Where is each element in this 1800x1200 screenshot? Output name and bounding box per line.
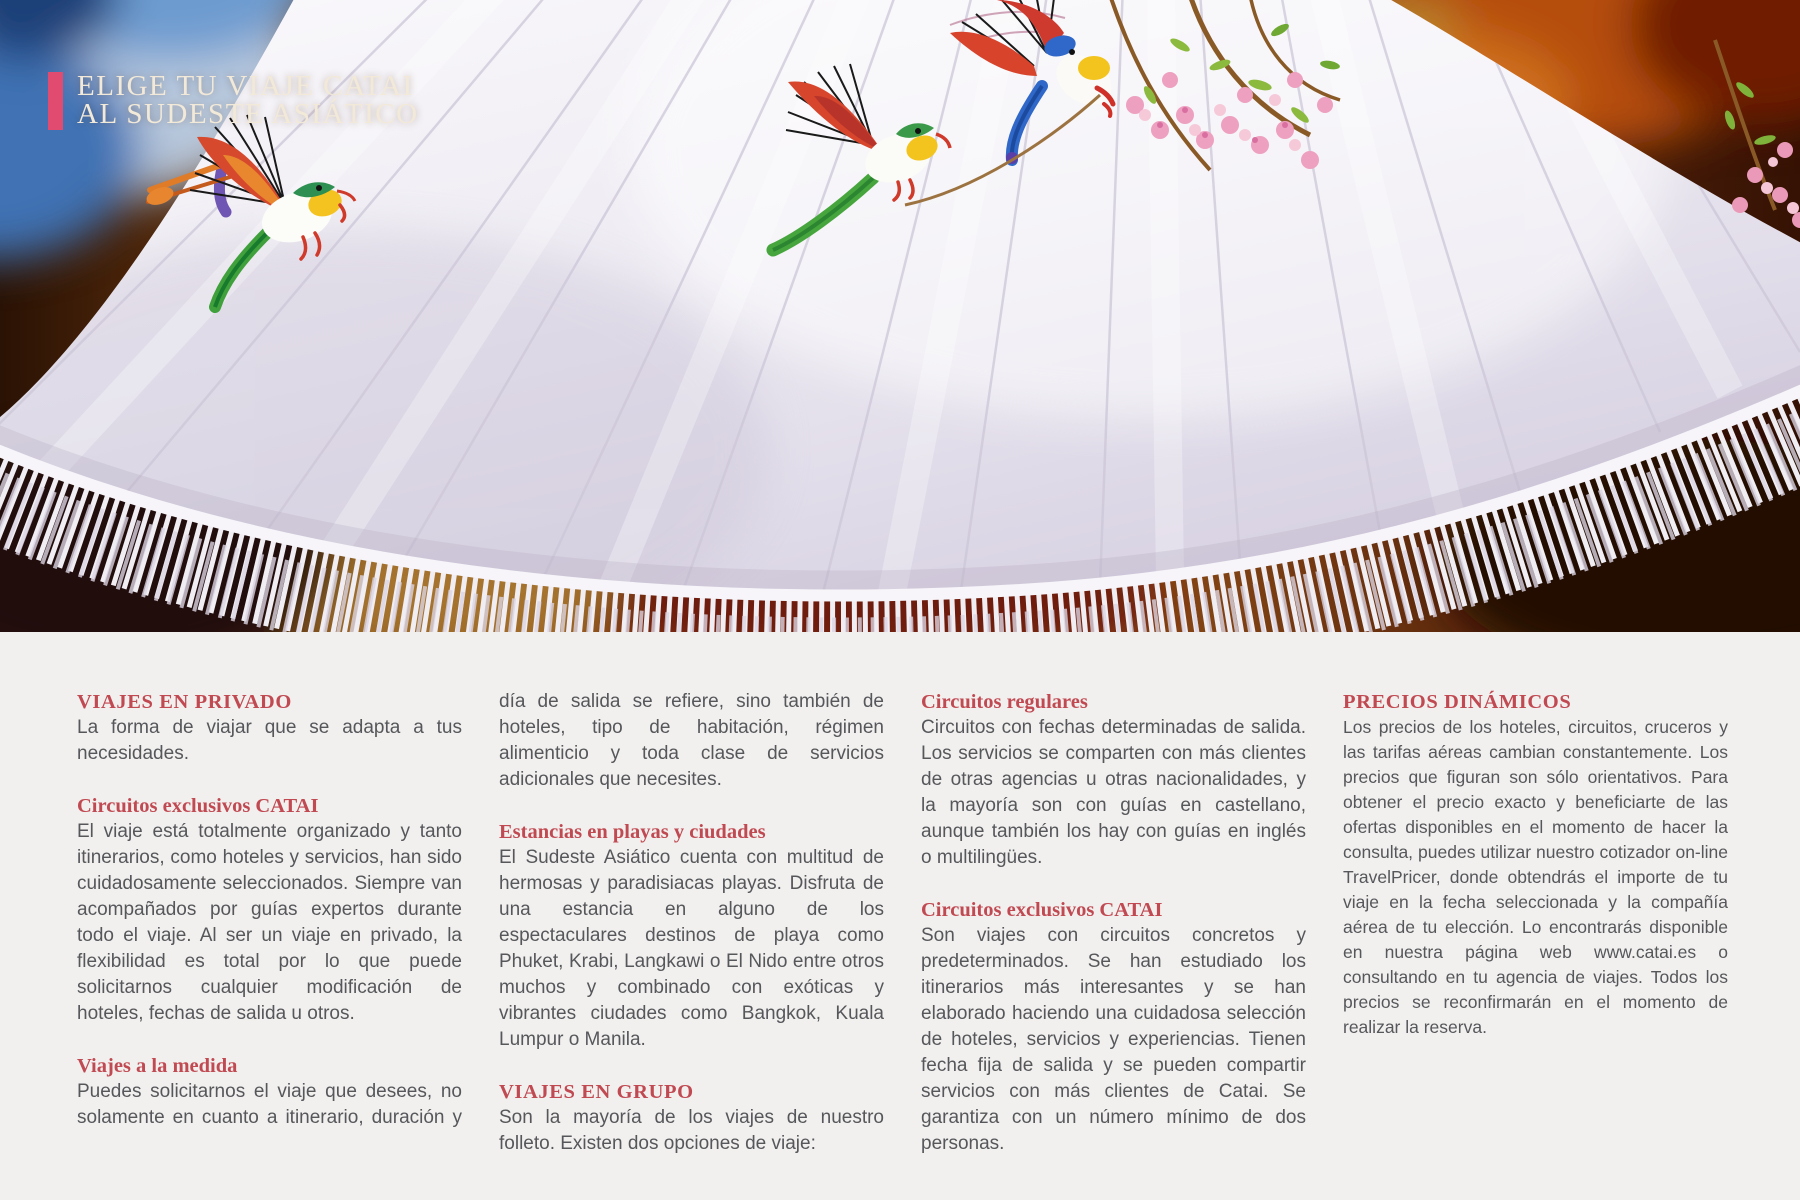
- section-paragraph: Son la mayoría de los viajes de nuestro folleto. Existen dos opciones de viaje:: [499, 1107, 884, 1154]
- title-accent-bar: [48, 72, 63, 130]
- section-heading: VIAJES EN PRIVADO: [77, 691, 292, 713]
- page-title-block: [48, 72, 419, 130]
- section-viajes-en-privado: [77, 689, 462, 767]
- section-paragraph: Circuitos con fechas determinadas de salida. Los servicios se comparten con más clientes de otras agencias u otras nacionalidades, y la mayoría son con guías en castellano, aunque también los hay con guías en inglés o multilingües.: [921, 717, 1306, 868]
- section-circuitos-exclusivos-catai: [77, 793, 462, 1027]
- section-heading: Estancias en playas y ciudades: [499, 821, 766, 843]
- section-precios-dinamicos: [1343, 689, 1728, 1040]
- section-heading: Circuitos exclusivos CATAI: [921, 899, 1163, 921]
- section-paragraph: El Sudeste Asiático cuenta con multitud de hermosas y paradisiacas playas. Disfruta de una estancia en alguno de los espectaculares destinos de playa como Phuket, Krabi, Langkawi o El Nido entre otros muchos y combinado con exóticas y vibrantes ciudades como Bangkok, Kuala Lumpur o Manila.: [499, 847, 884, 1050]
- section-estancias-en-playas: [499, 819, 884, 1053]
- section-heading: Circuitos exclusivos CATAI: [77, 795, 319, 817]
- section-paragraph: Los precios de los hoteles, circuitos, cruceros y las tarifas aéreas cambian constantemente. Los precios que figuran son sólo orientativos. Para obtener el precio exacto y beneficiarte de las ofertas disponibles en el momento de hacer la consulta, puedes utilizar nuestro cotizador on-line TravelPricer, donde obtendrás el importe de tu viaje en la fecha seleccionada y la compañía aérea de tu elección. Lo encontrarás disponible en nuestra página web www.catai.es o consultando en tu agencia de viajes. Todos los precios se reconfirmarán en el momento de realizar la reserva.: [1343, 717, 1728, 1037]
- section-heading: VIAJES EN GRUPO: [499, 1081, 694, 1103]
- page-title-line2: AL SUDESTE ASIÁTICO: [77, 98, 419, 130]
- page-title-line1: ELIGE TU VIAJE CATAI: [77, 70, 414, 102]
- section-heading: Circuitos regulares: [921, 691, 1088, 713]
- section-paragraph: La forma de viajar que se adapta a tus necesidades.: [77, 717, 462, 764]
- section-viajes-a-la-medida: [77, 1053, 462, 1131]
- section-continuation: [499, 689, 884, 793]
- section-paragraph: Puedes solicitarnos el viaje que desees, no solamente en cuanto a itinerario, duración y: [77, 1081, 462, 1128]
- column-4: [1343, 689, 1728, 1200]
- section-circuitos-regulares: [921, 689, 1306, 871]
- section-paragraph: día de salida se refiere, sino también de hoteles, tipo de habitación, régimen alimenticio y toda clase de servicios adicionales que necesites.: [499, 691, 884, 790]
- section-paragraph: Son viajes con circuitos concretos y predeterminados. Se han estudiado los itinerarios más interesantes y se han elaborado haciendo una cuidadosa selección de hoteles, servicios y experiencias. Tienen fecha fija de salida y se pueden compartir servicios con más clientes de Catai. Se garantiza con un número mínimo de dos personas.: [921, 925, 1306, 1154]
- section-heading: PRECIOS DINÁMICOS: [1343, 691, 1572, 713]
- section-heading: Viajes a la medida: [77, 1055, 238, 1077]
- section-paragraph: El viaje está totalmente organizado y tanto itinerarios, como hoteles y servicios, han sido cuidadosamente seleccionados. Siempre van acompañados por guías expertos durante todo el viaje. Al ser un viaje en privado, la flexibilidad es total por lo que puede solicitarnos cualquier modificación de hoteles, fechas de salida u otros.: [77, 821, 462, 1024]
- column-1: [77, 689, 462, 1200]
- text-columns: [0, 632, 1800, 1200]
- column-2: [499, 689, 884, 1200]
- section-viajes-en-grupo: [499, 1079, 884, 1157]
- column-3: [921, 689, 1306, 1200]
- page-title: [77, 72, 419, 130]
- section-circuitos-exclusivos-catai-2: [921, 897, 1306, 1157]
